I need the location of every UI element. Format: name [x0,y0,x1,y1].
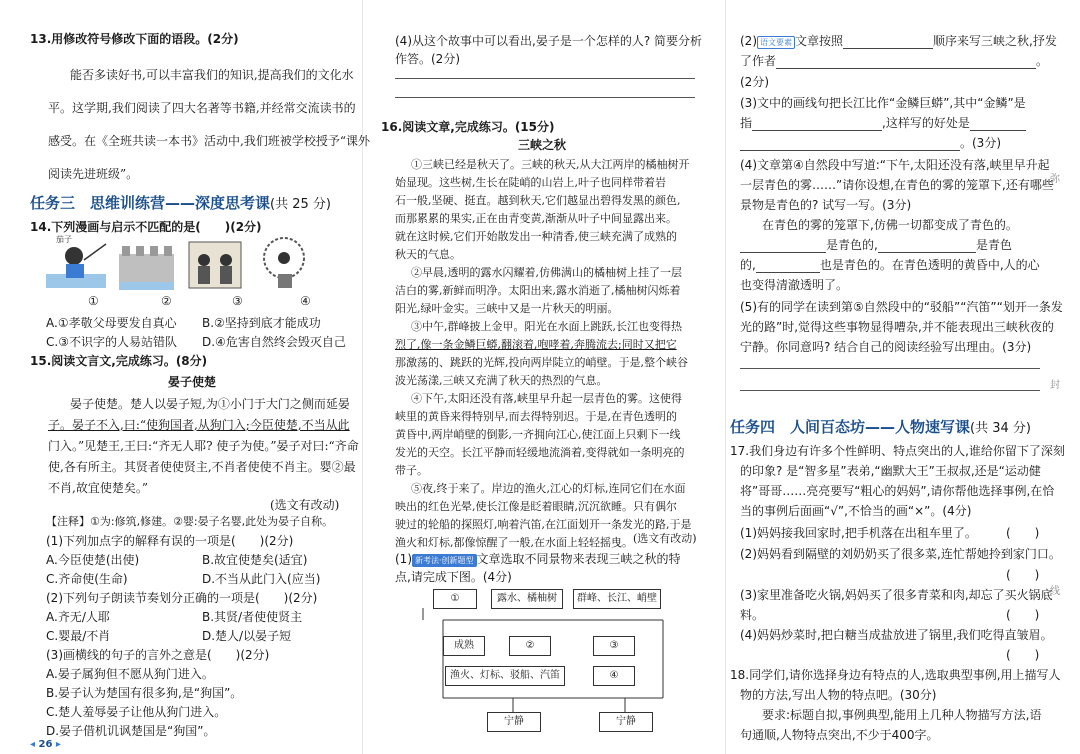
option-a[interactable]: A.①孝敬父母要发自真心 [46,316,177,330]
sub-question-5-cont: 宁静。你同意吗? 结合自己的阅读经验写出理由。(3分) [740,340,1032,354]
answer-blank[interactable] [776,54,1036,69]
question-18-cont: 物的方法,写出人物的特点吧。(30分) [740,688,937,702]
question-type-tag: 新考法·创新题型 [412,554,477,567]
fill-text: 是青色 [975,238,1012,252]
q17-item-cont: 料。 [740,608,765,622]
fill-text: 在青色的雾的笼罩下,仿佛一切都变成了青色的。 [762,218,1018,232]
comic-illustrations [44,234,314,292]
option-d[interactable]: D.不当从此门入(应当) [202,572,321,586]
page-arrow-right-icon: ▸ [52,739,61,750]
passage-line: ④下午,太阳还没有落,峡里早升起一层青色的雾。这使得 [411,392,682,405]
q17-item: (4)妈妈炒菜时,把白糖当成盐放进了锅里,我们吃得直皱眉。 [740,628,1053,642]
underlined-line: 烈了,像一条金鳞巨蟒,翻滚着,咆哮着,奔腾流去;同时又把它 [395,338,677,351]
question-17: 17.我们身边有许多个性鲜明、特点突出的人,谁给你留下了深刻 [730,444,1065,458]
diagram-box-blank-3[interactable]: ③ [593,636,635,656]
answer-parentheses[interactable]: ( ) [1006,608,1040,622]
passage-line: 波光荡漾,三峡又充满了秋天的热烈的气息。 [395,374,608,387]
right-column [726,0,1080,754]
middle-column [363,0,726,754]
passage-line: 峡里的黄昏来得特别早,而去得特别迟。于是,在青色透明的 [395,410,677,423]
comic-label: ④ [300,294,311,308]
sub-question-2-cont [740,52,1048,69]
diagram-box-peaks: 群峰、长江、峭壁 [573,589,661,609]
margin-mark: 弥 [1050,174,1060,185]
diagram-box-tranquil: 宁静 [487,712,541,732]
task-4-title: 任务四 人间百态坊——人物速写课 [730,418,971,436]
page-number-value: 26 [38,739,53,750]
answer-blank[interactable] [878,238,976,253]
option-a[interactable]: A.今臣使楚(出使) [46,553,140,567]
sub-question-5: (5)有的同学在读到第⑤自然段中的“驳船”“汽笛”“划开一条发 [740,300,1063,314]
sub-question-3: (3)文中的画线句把长江比作“金鳞巨蟒”,其中“金鳞”是 [740,96,1026,110]
sub-question-2: (2)下列句子朗读节奏划分正确的一项是( )(2分) [46,591,318,605]
sub-question-text: 顺序来写三峡之秋,抒发 [933,34,1057,48]
page-number [30,739,61,750]
answer-parentheses[interactable]: ( ) [1006,648,1040,662]
comic-1 [46,244,106,288]
sub-question-text: 了作者 [740,54,777,68]
sub-question-number: (1) [395,552,412,566]
margin-mark: 封 [1050,380,1060,391]
option-c[interactable]: C.齐命使(生命) [46,572,128,586]
answer-blank[interactable] [740,136,960,151]
diagram-box-dew-trees: 露水、橘柚树 [491,589,563,609]
answer-blank[interactable] [752,116,882,131]
option-c[interactable]: C.婴最/不肖 [46,629,111,643]
fill-text: 也变得清澈透明了。 [740,278,849,292]
sub-question-text: 文章选取不同景物来表现三峡之秋的特 [476,552,681,566]
page-arrow-left-icon: ◂ [30,739,39,750]
fill-text: 也是青色的。在青色透明的黄昏中,人的心 [819,258,1040,272]
question-16-title: 16.阅读文章,完成练习。(15分) [381,120,555,134]
option-d[interactable]: D.④危害自然终会毁灭自己 [202,335,346,349]
sub-question-text: 。 [1036,54,1049,68]
option-d[interactable]: D.楚人/以晏子短 [202,629,292,643]
passage-title: 晏子使楚 [168,375,217,389]
answer-blank[interactable] [970,116,1026,131]
task-3-points: (共 25 分) [270,197,331,212]
question-13-title: 13.用修改符号修改下面的语段。(2分) [30,32,239,46]
answer-blank[interactable] [756,258,820,273]
passage-line: 晏子使楚。楚人以晏子短,为①小门于大门之侧而延晏 [70,397,350,411]
option-a[interactable]: A.齐无/人耶 [46,610,110,624]
sub-question-1-cont: 点,请完成下图。(4分) [395,570,512,584]
points: (2分) [740,75,769,89]
fill-text: 是青色的, [826,238,878,252]
sub-question-4: (4)从这个故事中可以看出,晏子是一个怎样的人? 简要分析 [395,34,702,48]
passage-line: 就在这时候,它们开始散发出一种清香,使三峡充满了成熟的 [395,230,677,243]
sub-question-text: 文章按照 [795,34,844,48]
sub-question-4: (4)文章第④自然段中写道:“下午,太阳还没有落,峡里早升起 [740,158,1050,172]
diagram-box-blank-1[interactable]: ① [433,589,477,609]
comic-4 [264,238,304,288]
option-b[interactable]: B.故宜使楚矣(适宜) [202,553,308,567]
passage-line: 阳光,绿叶金实。三峡中又是一片秋天的明丽。 [395,302,619,315]
passage-line: 驶过的轮船的探照灯,响着汽笛,在江面划开一条发光的路,于是 [395,518,692,531]
q17-item: (1)妈妈接我回家时,把手机落在出租车里了。 [740,526,977,540]
answer-parentheses[interactable]: ( ) [1006,526,1040,540]
passage-line: 子。晏子不入,曰:“使狗国者,从狗门入;今臣使楚,不当从此 [48,418,350,432]
answer-line[interactable] [740,390,1040,391]
passage-line: ⑤夜,终于来了。岸边的渔火,江心的灯标,连同它们在水面 [411,482,686,495]
sub-question-2 [740,32,1057,49]
passage-line: 使,各有所主。其贤者使使贤主,不肖者使使不肖主。婴②最 [48,460,356,474]
diagram-box-night-scenery: 渔火、灯标、驳船、汽笛 [445,666,565,686]
sub-question-text: 。(3分) [960,136,1001,150]
diagram-box-tranquil: 宁静 [599,712,653,732]
task-3-title: 任务三 思维训练营——深度思考课 [30,194,271,212]
annotation-note: 【注释】①为:修筑,修建。②婴:晏子名婴,此处为晏子自称。 [46,515,334,528]
q17-item: (2)妈妈看到隔壁的刘奶奶买了很多菜,连忙帮她拎到家门口。 [740,547,1061,561]
question-14-title: 14.下列漫画与启示不匹配的是( )(2分) [30,220,262,234]
question-17-cont: 的印象? 是“智多星”表弟,“幽默大王”王叔叔,还是“运动健 [740,464,1041,478]
left-column [0,0,370,754]
passage-line: 发光的天空。长江平静而轻缓地流淌着,变得就如一条明亮的 [395,446,685,459]
passage-line: 渔火和灯标,都像惊醒了一般,在水面上轻轻摇曳。 [395,536,633,549]
sub-question-text: ,这样写的好处是 [882,116,970,130]
sub-question-4-cont: 作答。(2分) [395,52,460,66]
sub-question-1: (1)下列加点字的解释有误的一项是( )(2分) [46,534,294,548]
comic-label: ① [88,294,99,308]
task-4-heading [730,416,1031,437]
fill-text: 的, [740,258,756,272]
diagram-box-blank-2[interactable]: ② [509,636,551,656]
q17-item: (3)家里准备吃火锅,妈妈买了很多青菜和肉,却忘了买火锅底 [740,588,1053,602]
comic-caption: 茄子 [56,235,72,244]
passage-line: 不肖,故宜使楚矣。” [48,481,148,495]
passage-line: 秋天的气息。 [395,248,461,261]
sub-question-3-line [740,134,1001,151]
passage-line: ③中午,群峰披上金甲。阳光在水面上跳跃,长江也变得热 [411,320,682,333]
question-17-cont: 当的事例后面画“√”,不恰当的画“×”。(4分) [740,504,972,518]
question-18: 18.同学们,请你选择身边有特点的人,选取典型事例,用上描写人 [730,668,1061,682]
margin-mark: 线 [1050,586,1060,597]
q13-line: 感受。在《全班共读一本书》活动中,我们班被学校授予“课外 [48,134,370,148]
option-b[interactable]: B.晏子认为楚国有很多狗,是“狗国”。 [46,686,243,700]
passage-line: 那激荡的、跳跃的光辉,投向两岸陡立的峭壁。于是,整个峡谷 [395,356,688,369]
sub-question-3-cont [740,114,1026,131]
comic-label: ② [161,294,172,308]
option-c[interactable]: C.楚人羞辱晏子让他从狗门进入。 [46,705,227,719]
language-element-tag: 语文要素 [757,36,795,49]
answer-blank[interactable] [843,34,933,49]
sub-question-3: (3)画横线的句子的言外之意是( )(2分) [46,648,270,662]
question-17-cont: 将”哥哥……亮亮要写“粗心的妈妈”,请你帮他选择事例,在恰 [740,484,1055,498]
comic-strip [44,234,314,292]
sub-question-text: 指 [740,116,753,130]
option-b[interactable]: B.②坚持到底才能成功 [202,316,321,330]
answer-line[interactable] [740,368,1040,369]
comic-label: ③ [232,294,243,308]
passage-title: 三峡之秋 [518,138,567,152]
sub-question-4-cont: 景物是青色的? 试写一写。(3分) [740,198,912,212]
comic-3 [189,242,241,288]
passage-line: ②早晨,透明的露水闪耀着,仿佛满山的橘柚树上挂了一层 [411,266,682,279]
comic-2 [119,246,174,290]
q13-line: 阅读先进班级”。 [48,167,139,181]
source-note: (选文有改动) [270,498,340,512]
answer-parentheses[interactable]: ( ) [1006,568,1040,582]
diagram-box-blank-4[interactable]: ④ [593,666,635,686]
fill-text-line [740,256,1040,273]
sub-question-5-cont: 光的路”时,觉得这些事物显得嘈杂,并不能表现出三峡秋夜的 [740,320,1054,334]
passage-line: 石一般,坚硬、挺直。越到秋天,它们越显出碧得发黑的颜色, [395,194,681,207]
diagram-box-mature: 成熟 [443,636,485,656]
option-d[interactable]: D.晏子借机讥讽楚国是“狗国”。 [46,724,216,738]
answer-blank[interactable] [740,238,826,253]
option-c[interactable]: C.③不识字的人易站错队 [46,335,177,349]
question-18-requirement-cont: 句通顺,人物特点突出,不少于400字。 [740,728,939,742]
passage-line: 始显现。这些树,生长在陡峭的山岩上,叶子也同样带着岩 [395,176,666,189]
passage-line: 洁白的雾,新鲜而明净。太阳出来,露水消逝了,橘柚树闪烁着 [395,284,681,297]
q13-line: 能否多读好书,可以丰富我们的知识,提高我们的文化水 [70,68,354,82]
fill-text-line [740,236,1012,253]
question-15-title: 15.阅读文言文,完成练习。(8分) [30,354,208,368]
passage-line: 映出的红色光晕,使长江像是眨着眼睛,沉沉欲睡。只有偶尔 [395,500,677,513]
task-4-points: (共 34 分) [970,421,1031,436]
passage-line: ①三峡已经是秋天了。三峡的秋天,从大江两岸的橘柚树开 [411,158,690,171]
source-note: (选文有改动) [633,532,697,545]
task-3-heading [30,192,331,213]
sub-question-4-cont: 一层青色的雾……”请你设想,在青色的雾的笼罩下,还有哪些 [740,178,1054,192]
option-a[interactable]: A.晏子属狗但不愿从狗门进入。 [46,667,214,681]
sub-question-number: (2) [740,34,757,48]
option-b[interactable]: B.其贤/者使使贤主 [202,610,303,624]
question-18-requirement: 要求:标题自拟,事例典型,能用上几种人物描写方法,语 [762,708,1042,722]
q13-line: 平。这学期,我们阅读了四大名著等书籍,并经常交流读书的 [48,101,356,115]
passage-line: 而那累累的果实,正在由青变黄,渐渐从叶子中间显露出来。 [395,212,677,225]
passage-line: 门入。”见楚王,王曰:“齐无人耶? 使子为使。”晏子对曰:“齐命 [48,439,359,453]
passage-line: 带子。 [395,464,428,477]
passage-line: 黄昏中,两岸峭壁的倒影,一齐拥向江心,使江面上只剩下一线 [395,428,681,441]
